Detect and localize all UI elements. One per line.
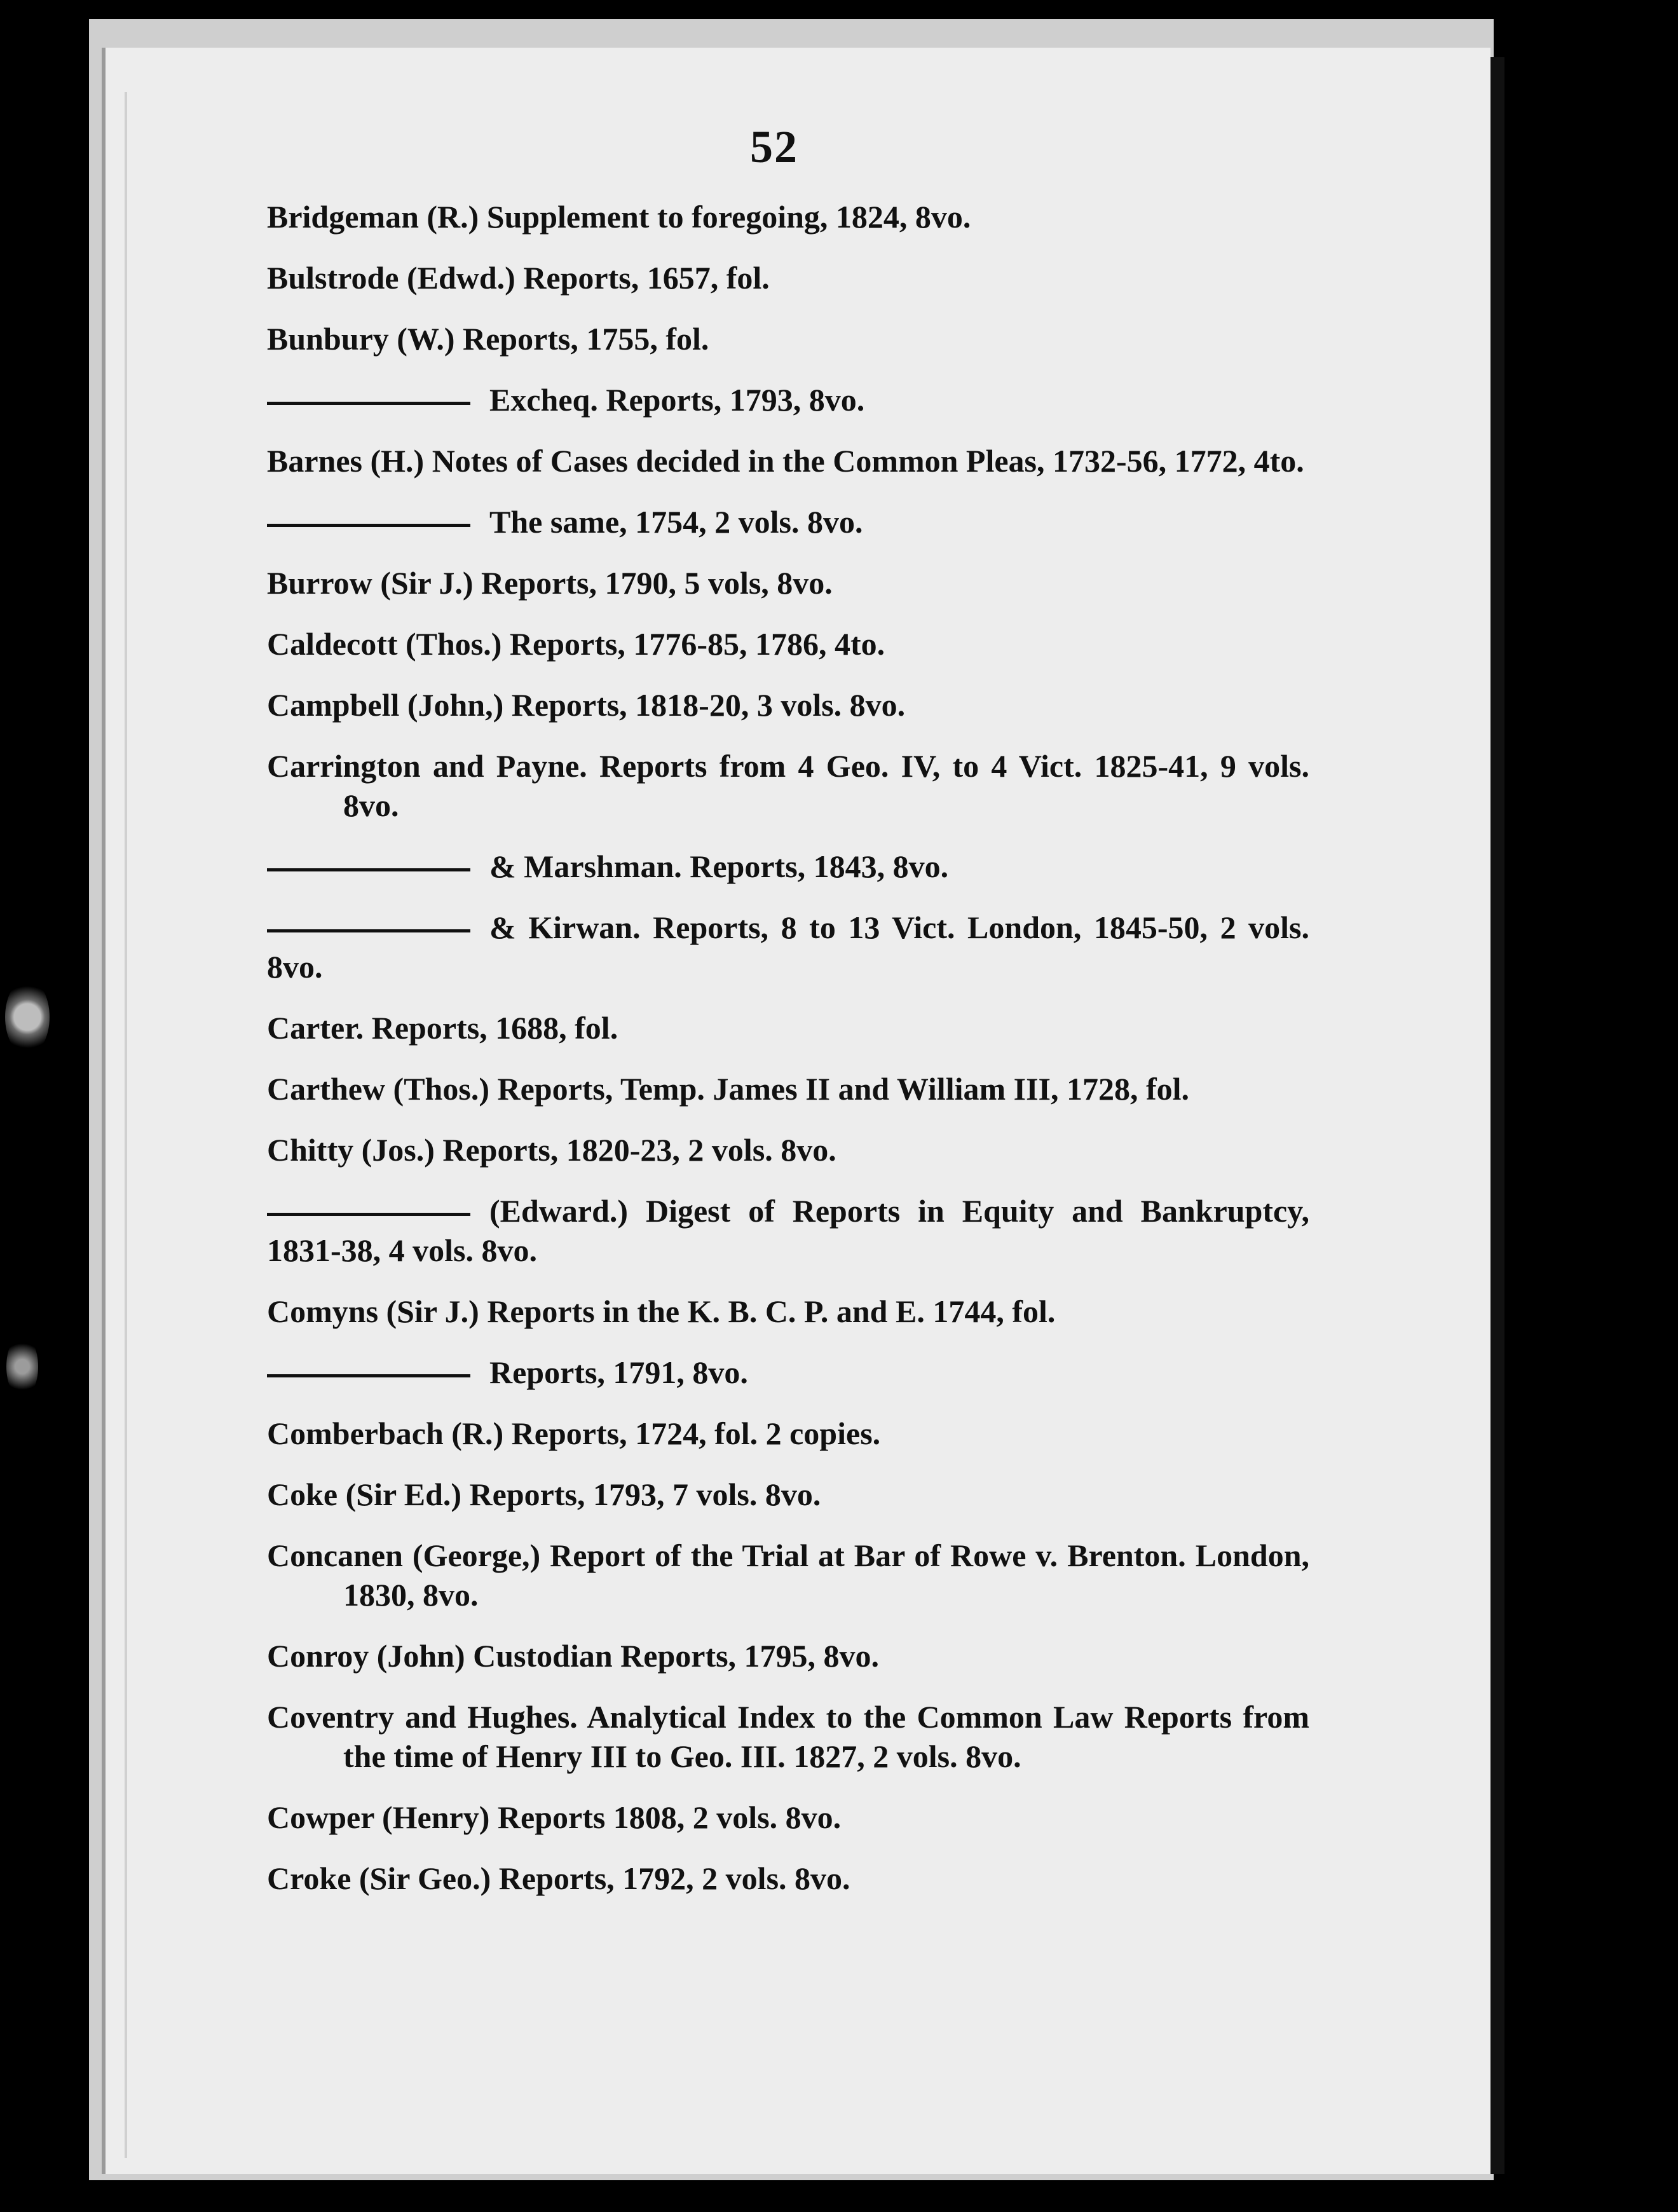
catalogue-entry [267,441,1309,481]
entry-text: Bunbury (W.) Reports, 1755, fol. [267,321,709,357]
catalogue-entries [267,197,1309,1920]
page-number: 52 [750,121,798,172]
ditto-rule [267,1213,470,1216]
ditto-rule [267,868,470,871]
entry-text: Carrington and Payne. Reports from 4 Geo. IV, to 4 Vict. 1825-41, 9 vols. 8vo. [267,748,1309,823]
ditto-rule [267,1374,470,1377]
entry-text: Croke (Sir Geo.) Reports, 1792, 2 vols. 8vo. [267,1860,850,1896]
page-margin-line [125,92,127,2158]
catalogue-entry [267,1636,1309,1676]
entry-text: Concanen (George,) Report of the Trial at Bar of Rowe v. Brenton. London, 1830, 8vo. [267,1538,1309,1613]
entry-text: (Edward.) Digest of Reports in Equity and Bankruptcy, 1831-38, 4 vols. 8vo. [267,1193,1309,1268]
ditto-rule [267,524,470,527]
catalogue-entry [267,908,1309,987]
catalogue-entry [267,624,1309,664]
entry-text: Chitty (Jos.) Reports, 1820-23, 2 vols. 8vo. [267,1132,836,1168]
entry-text: The same, 1754, 2 vols. 8vo. [489,504,863,540]
catalogue-entry [267,563,1309,603]
entry-text: Comyns (Sir J.) Reports in the K. B. C. P. and E. 1744, fol. [267,1294,1056,1329]
ditto-rule [267,402,470,405]
entry-text: & Kirwan. Reports, 8 to 13 Vict. London, 1845-50, 2 vols. 8vo. [267,910,1309,985]
catalogue-entry [267,1536,1309,1615]
entry-text: Coventry and Hughes. Analytical Index to the Common Law Reports from the time of Henry III to Geo. III. 1827, 2 vols. 8vo. [267,1699,1309,1774]
catalogue-entry [267,258,1309,297]
catalogue-entry [267,685,1309,725]
catalogue-entry [267,380,1309,420]
entry-text: Reports, 1791, 8vo. [489,1355,748,1390]
book-spine [1490,57,1504,2174]
catalogue-entry [267,1859,1309,1898]
ditto-rule [267,929,470,932]
entry-text: Comberbach (R.) Reports, 1724, fol. 2 copies. [267,1416,881,1451]
binding-hole-mark [6,1335,38,1398]
entry-text: Cowper (Henry) Reports 1808, 2 vols. 8vo. [267,1799,842,1835]
catalogue-entry [267,847,1309,886]
entry-text: Conroy (John) Custodian Reports, 1795, 8vo. [267,1638,880,1674]
catalogue-entry [267,1069,1309,1109]
catalogue-entry [267,1353,1309,1392]
entry-text: & Marshman. Reports, 1843, 8vo. [489,849,949,884]
entry-text: Carter. Reports, 1688, fol. [267,1010,618,1046]
catalogue-entry [267,1292,1309,1331]
entry-text: Caldecott (Thos.) Reports, 1776-85, 1786, 4to. [267,626,885,662]
catalogue-entry [267,1475,1309,1514]
entry-text: Bulstrode (Edwd.) Reports, 1657, fol. [267,260,770,296]
catalogue-entry [267,1697,1309,1776]
entry-text: Bridgeman (R.) Supplement to foregoing, 1824, 8vo. [267,199,971,235]
catalogue-entry [267,197,1309,236]
entry-text: Carthew (Thos.) Reports, Temp. James II and William III, 1728, fol. [267,1071,1190,1107]
catalogue-entry [267,319,1309,358]
catalogue-entry [267,502,1309,542]
entry-text: Barnes (H.) Notes of Cases decided in the Common Pleas, 1732-56, 1772, 4to. [267,443,1304,479]
binding-hole-mark [5,979,50,1055]
entry-text: Excheq. Reports, 1793, 8vo. [489,382,865,418]
entry-text: Campbell (John,) Reports, 1818-20, 3 vols. 8vo. [267,687,906,723]
catalogue-entry [267,1130,1309,1170]
catalogue-entry [267,1414,1309,1453]
catalogue-entry [267,1008,1309,1048]
entry-text: Coke (Sir Ed.) Reports, 1793, 7 vols. 8vo. [267,1477,821,1512]
catalogue-entry [267,1191,1309,1270]
entry-text: Burrow (Sir J.) Reports, 1790, 5 vols, 8vo. [267,565,833,601]
catalogue-entry [267,746,1309,825]
catalogue-entry [267,1798,1309,1837]
